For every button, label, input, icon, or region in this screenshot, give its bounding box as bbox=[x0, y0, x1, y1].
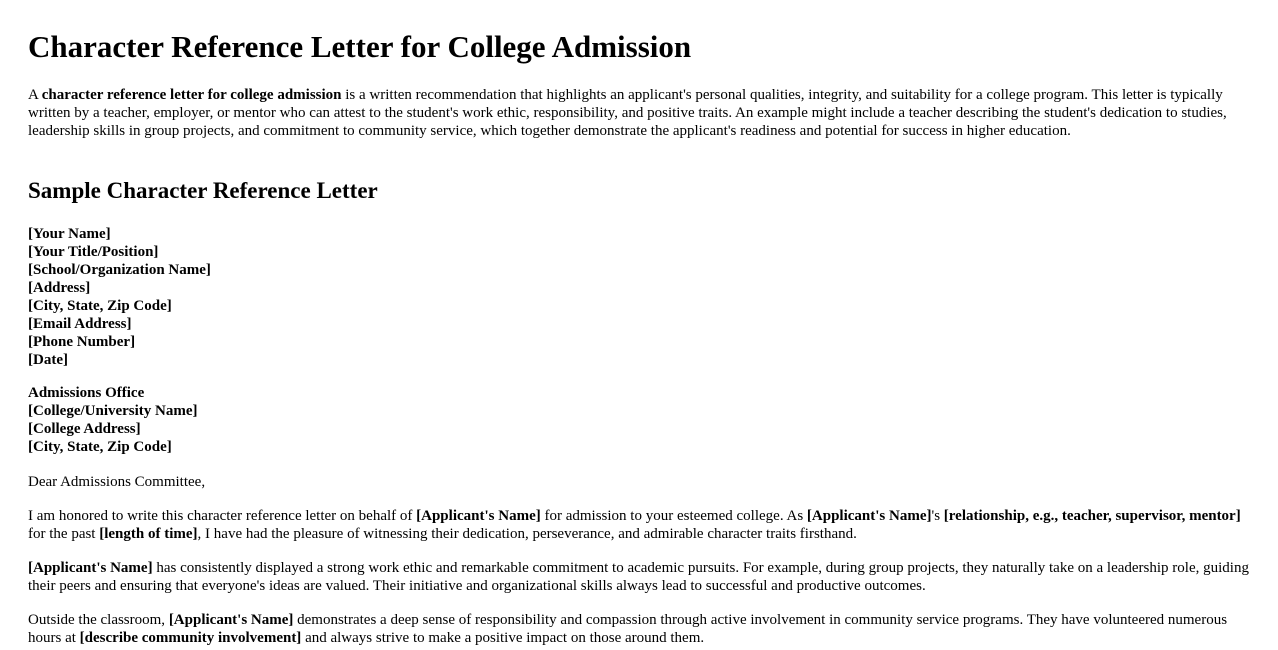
intro-bold-term: character reference letter for college admission bbox=[41, 87, 342, 103]
text-run: for admission to your esteemed college. As bbox=[540, 508, 807, 524]
text-run: I am honored to write this character reference letter on behalf of bbox=[28, 508, 417, 524]
letter-paragraph-3 bbox=[28, 611, 1250, 647]
sender-line: [City, State, Zip Code] bbox=[28, 298, 172, 314]
text-run: and always strive to make a positive impact on those around them. bbox=[301, 630, 705, 646]
letter-paragraph-2 bbox=[28, 559, 1250, 595]
intro-paragraph bbox=[28, 86, 1250, 140]
recipient-line: [College Address] bbox=[28, 421, 141, 437]
placeholder-relationship: [relationship, e.g., teacher, supervisor, mentor] bbox=[943, 508, 1241, 524]
intro-rest: is a written recommendation that highlights an applicant's personal qualities, integrity, and suitability for a college program. This letter is typically written by a teacher, employer, or mentor who can attest to the student's work ethic, responsibility, and positive traits. An example might include a teacher describing the student's dedication to studies, leadership skills in group projects, and commitment to community service, which together demonstrate the applicant's readiness and potential for success in higher education. bbox=[28, 87, 1227, 139]
placeholder-applicant-name: [Applicant's Name] bbox=[168, 612, 294, 628]
letter-greeting: Dear Admissions Committee, bbox=[28, 474, 206, 490]
sample-heading: Sample Character Reference Letter bbox=[28, 178, 378, 203]
sender-line: [Phone Number] bbox=[28, 334, 136, 350]
letter-paragraph-1 bbox=[28, 507, 1250, 543]
sender-line: [Date] bbox=[28, 352, 68, 368]
intro-lead: A bbox=[28, 87, 42, 103]
placeholder-length-of-time: [length of time] bbox=[99, 526, 198, 542]
text-run: for the past bbox=[28, 526, 100, 542]
sender-block bbox=[28, 225, 1250, 369]
sender-line: [Address] bbox=[28, 280, 91, 296]
sender-line: [Email Address] bbox=[28, 316, 132, 332]
page-title: Character Reference Letter for College Admission bbox=[28, 29, 692, 64]
placeholder-community-involvement: [describe community involvement] bbox=[79, 630, 302, 646]
sender-line: [Your Name] bbox=[28, 226, 111, 242]
text-run: demonstrates a deep sense of responsibility and compassion through active involvement in community service programs. They have volunteered numerous hours at bbox=[28, 612, 1228, 646]
sender-line: [Your Title/Position] bbox=[28, 244, 159, 260]
recipient-block bbox=[28, 384, 1250, 456]
placeholder-applicant-name: [Applicant's Name] bbox=[28, 560, 153, 576]
text-run: has consistently displayed a strong work ethic and remarkable commitment to academic pursuits. For example, during group projects, they naturally take on a leadership role, guiding their peers and ensuring that everyone's ideas are valued. Their initiative and organizational skills always lead to successful and productive outcomes. bbox=[28, 560, 1249, 594]
text-run: , I have had the pleasure of witnessing their dedication, perseverance, and admirable character traits firsthand. bbox=[197, 526, 857, 542]
placeholder-applicant-name: [Applicant's Name] bbox=[416, 508, 541, 524]
text-run: 's bbox=[931, 508, 944, 524]
recipient-line: Admissions Office bbox=[28, 385, 145, 401]
sender-line: [School/Organization Name] bbox=[28, 262, 211, 278]
placeholder-applicant-name: [Applicant's Name] bbox=[806, 508, 932, 524]
text-run: Outside the classroom, bbox=[28, 612, 169, 628]
recipient-line: [College/University Name] bbox=[28, 403, 198, 419]
recipient-line: [City, State, Zip Code] bbox=[28, 439, 172, 455]
